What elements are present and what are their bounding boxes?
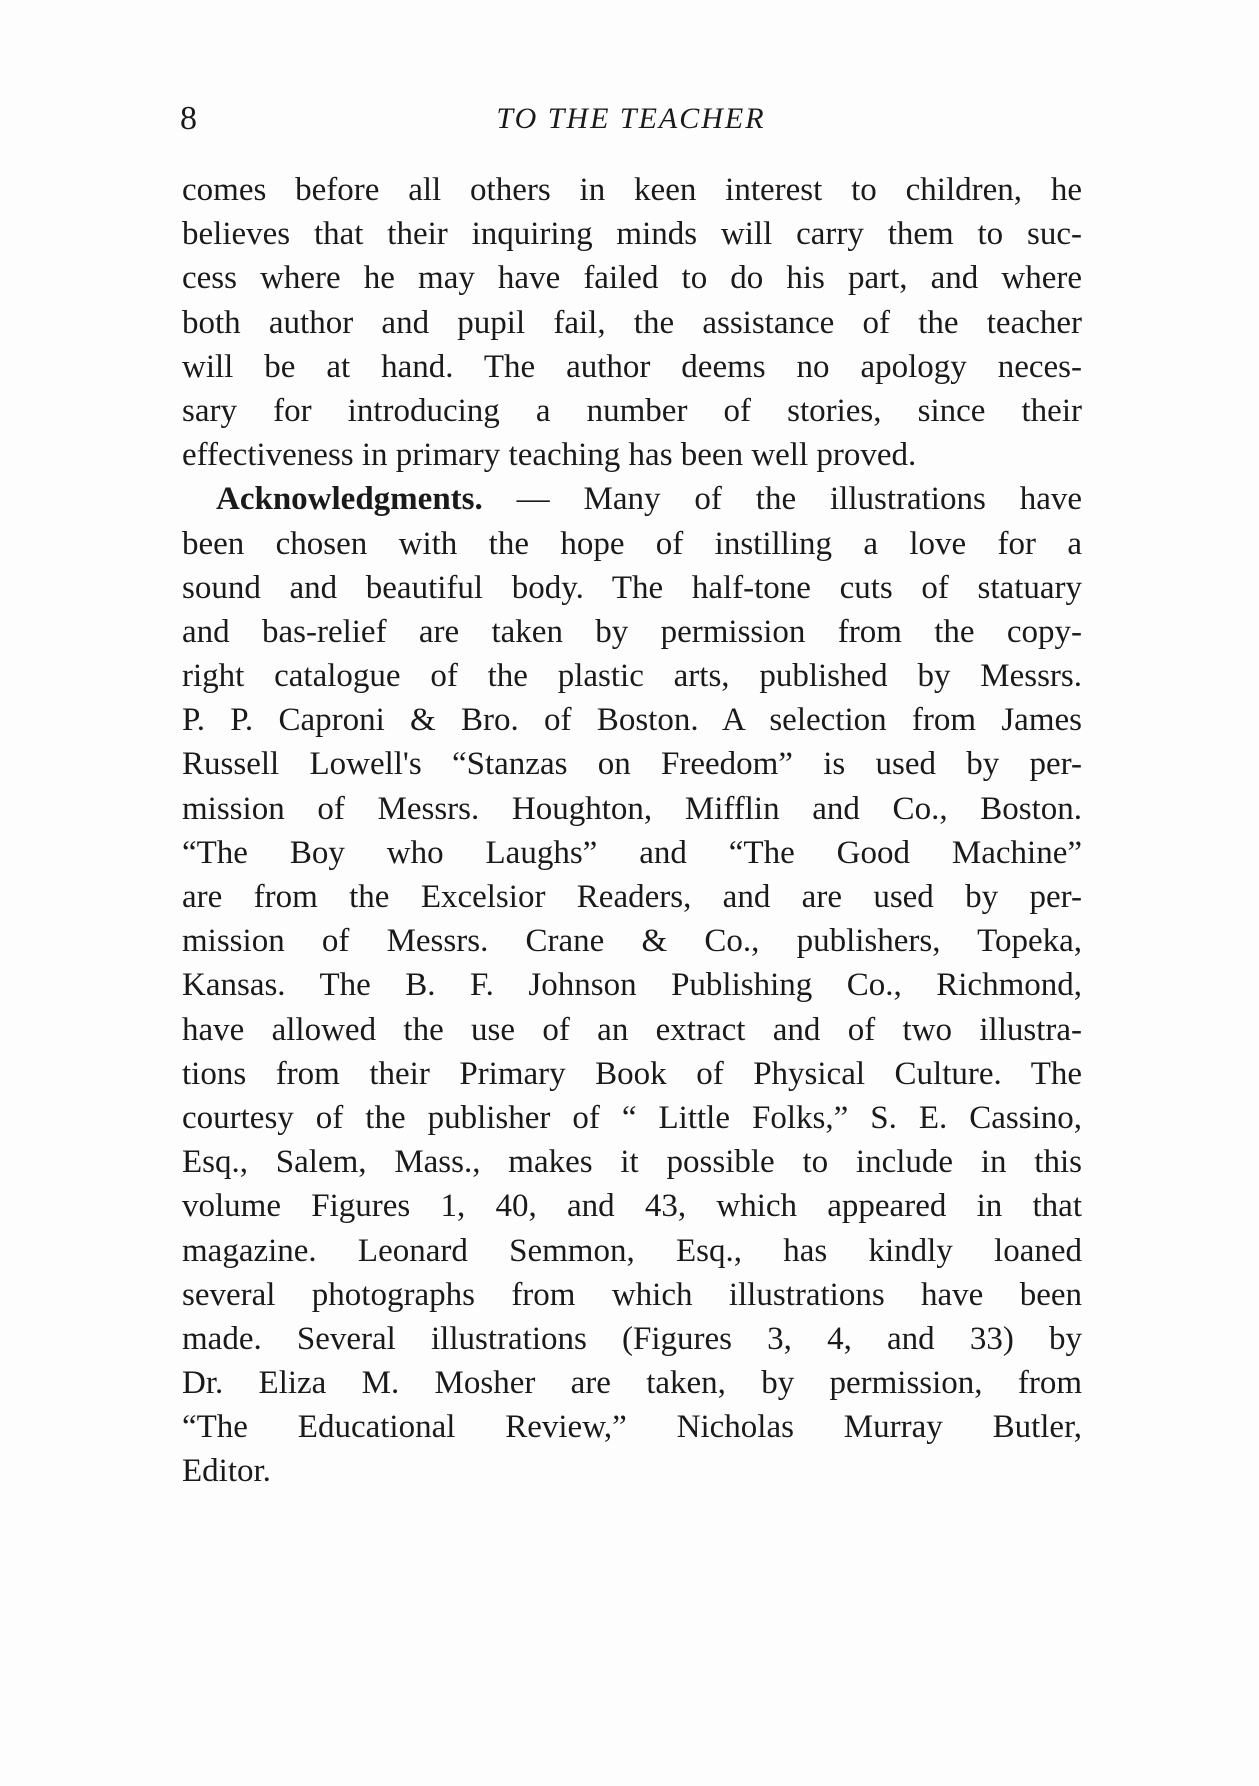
running-head: TO THE TEACHER — [496, 102, 766, 135]
text-line: Russell Lowell's “Stanzas on Freedom” is used by per- — [182, 746, 1082, 783]
text-line: courtesy of the publisher of “ Little Folks,” S. E. Cassino, — [182, 1099, 1082, 1136]
page-number: 8 — [180, 100, 197, 137]
text-line: comes before all others in keen interest to children, he — [182, 172, 1082, 208]
text-line: been chosen with the hope of instilling a love for a — [182, 525, 1082, 562]
text-line: Esq., Salem, Mass., makes it possible to include in this — [182, 1144, 1082, 1181]
text-line: volume Figures 1, 40, and 43, which appeared in that — [182, 1188, 1082, 1225]
text-line: Dr. Eliza M. Mosher are taken, by permission, from — [182, 1365, 1082, 1402]
text-line: are from the Excelsior Readers, and are used by per- — [182, 879, 1082, 915]
text-line: mission of Messrs. Crane & Co., publishers, Topeka, — [182, 923, 1082, 960]
text-line: will be at hand. The author deems no apology neces- — [182, 348, 1082, 385]
page-header — [180, 96, 1082, 142]
text-line: “The Boy who Laughs” and “The Good Machine” — [182, 834, 1082, 871]
text-line: Editor. — [182, 1453, 271, 1490]
text-line: magazine. Leonard Semmon, Esq., has kindly loaned — [182, 1232, 1082, 1269]
text-line: several photographs from which illustrations have been — [182, 1276, 1082, 1313]
text-line: tions from their Primary Book of Physical Culture. The — [182, 1055, 1082, 1092]
acknowledgments-first-line: — Many of the illustrations have — [482, 481, 1082, 518]
text-line: and bas-relief are taken by permission from the copy- — [182, 613, 1082, 650]
text-line: P. P. Caproni & Bro. of Boston. A selection from James — [182, 702, 1082, 739]
paragraph-intro — [182, 168, 1082, 477]
text-line: both author and pupil fail, the assistance of the teacher — [182, 304, 1082, 341]
text-line: “The Educational Review,” Nicholas Murray Butler, — [182, 1409, 1082, 1446]
text-line: made. Several illustrations (Figures 3, 4, and 33) by — [182, 1320, 1082, 1357]
text-line: effectiveness in primary teaching has been well proved. — [182, 437, 917, 474]
body-text — [182, 168, 1082, 1494]
paragraph-acknowledgments — [182, 477, 1082, 1493]
text-line: believes that their inquiring minds will carry them to suc- — [182, 216, 1082, 253]
text-line — [182, 477, 1082, 521]
acknowledgments-heading: Acknowledgments. — [216, 481, 483, 518]
text-line: Kansas. The B. F. Johnson Publishing Co., Richmond, — [182, 967, 1082, 1004]
text-line: cess where he may have failed to do his part, and where — [182, 260, 1082, 297]
text-line: right catalogue of the plastic arts, published by Messrs. — [182, 658, 1082, 695]
text-line: mission of Messrs. Houghton, Mifflin and Co., Boston. — [182, 790, 1082, 827]
text-line: sound and beautiful body. The half-tone cuts of statuary — [182, 569, 1082, 606]
text-line: sary for introducing a number of stories, since their — [182, 392, 1082, 429]
text-line: have allowed the use of an extract and of two illustra- — [182, 1011, 1082, 1048]
